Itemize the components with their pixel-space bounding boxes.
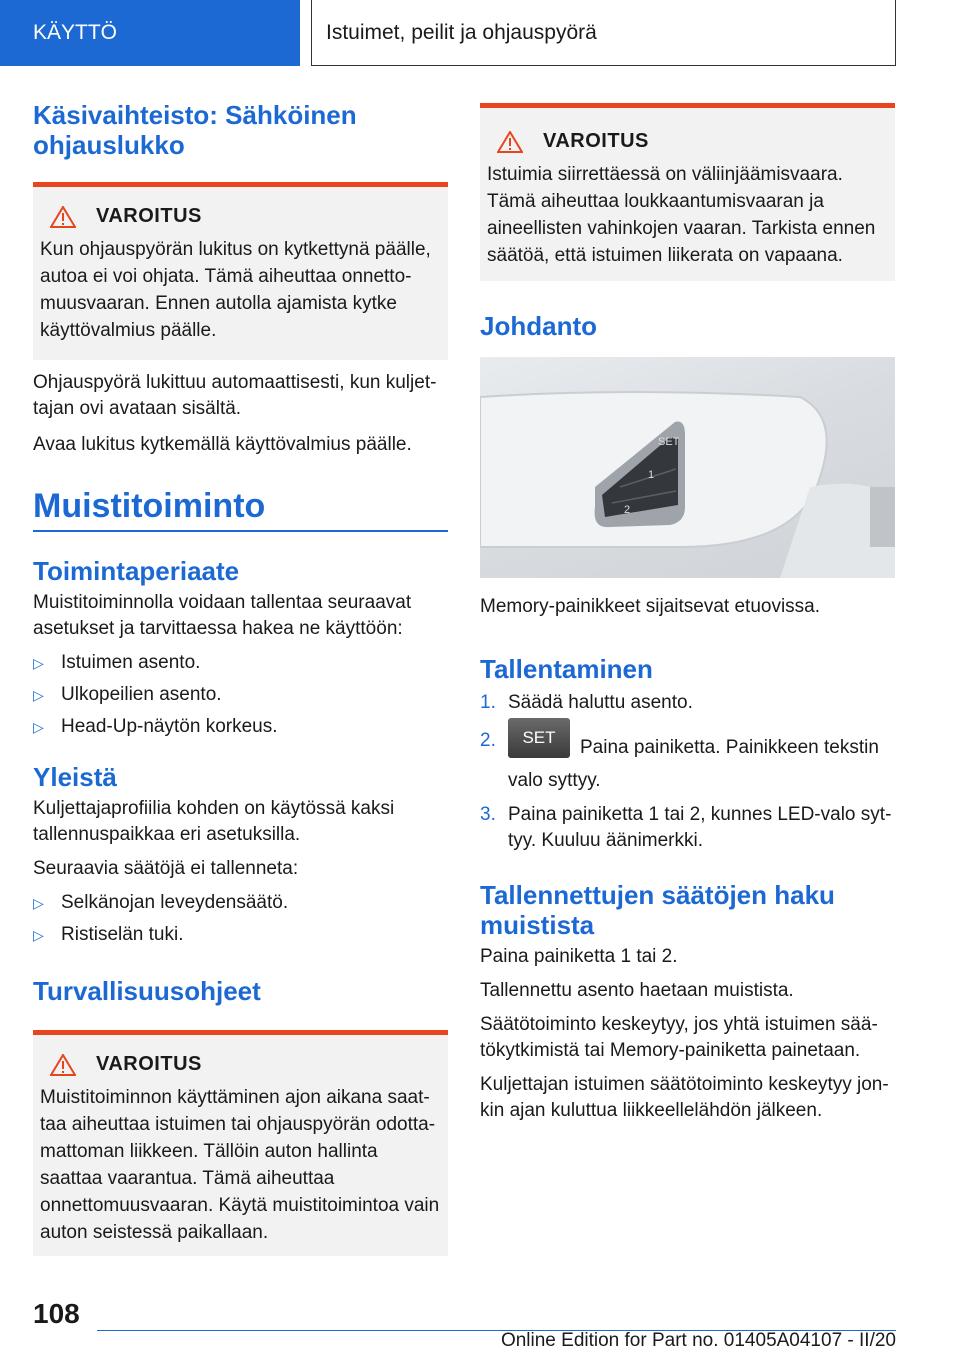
triangle-bullet-icon: ▷ <box>33 895 44 911</box>
warning-text: Istuimia siirrettäessä on väliinjäämisvaara. Tämä aiheuttaa loukkaantumisvaaran ja aineellisten vahinkojen vaaran. Tarkista ennen säätöä, että istuimen liikerata on vapaana. <box>487 164 876 266</box>
list-item: ▷ Ristiselän tuki. <box>33 922 448 948</box>
triangle-bullet-icon: ▷ <box>33 655 44 671</box>
warning-box-memory <box>33 1030 448 1256</box>
button-1-label: 1 <box>648 469 655 481</box>
heading-recall: Tallennettujen säätöjen haku muistista <box>480 880 835 940</box>
list-item: 3. Paina painiketta 1 tai 2, kunnes LED-valo syttyy. Kuuluu äänimerkki. <box>480 804 892 851</box>
paragraph: Avaa lukitus kytkemällä käyttövalmius päälle. <box>33 434 412 455</box>
warning-title: VAROITUS <box>96 1053 202 1075</box>
list-item: 2. SET Paina painiketta. Painikkeen tekstin valo syttyy. <box>480 728 895 794</box>
warning-title: VAROITUS <box>96 205 202 227</box>
door-panel-illustration <box>480 357 895 578</box>
warning-box-steering <box>33 182 448 360</box>
warning-triangle-icon <box>50 206 76 228</box>
list-item: ▷ Selkänojan leveydensäätö. <box>33 890 448 916</box>
heading-safety: Turvallisuusohjeet <box>33 976 261 1006</box>
save-steps <box>480 690 895 854</box>
triangle-bullet-icon: ▷ <box>33 687 44 703</box>
page-number: 108 <box>33 1298 80 1329</box>
heading-save: Tallentaminen <box>480 654 653 684</box>
set-label: SET <box>658 436 680 448</box>
heading-general: Yleistä <box>33 762 117 792</box>
paragraph: Muistitoiminnolla voidaan tallentaa seuraavat asetukset ja tarvittaessa hakea ne käyttöön: <box>33 592 412 639</box>
heading-intro: Johdanto <box>480 311 597 341</box>
list-item: ▷ Ulkopeilien asento. <box>33 682 448 708</box>
button-2-label: 2 <box>624 504 631 516</box>
chapter-label: Istuimet, peilit ja ohjauspyörä <box>326 20 597 44</box>
warning-triangle-icon <box>497 131 523 153</box>
header-chapter-title <box>311 0 896 66</box>
warning-triangle-icon <box>50 1054 76 1076</box>
triangle-bullet-icon: ▷ <box>33 719 44 735</box>
heading-steering-lock: Käsivaihteisto: Sähköinen ohjauslukko <box>33 100 357 160</box>
paragraph: Tallennettu asento haetaan muistista. <box>480 980 794 1001</box>
paragraph: Paina painiketta 1 tai 2. <box>480 946 678 967</box>
set-button-icon: SET <box>508 718 570 758</box>
memory-buttons-image <box>480 357 895 578</box>
paragraph: Kuljettajaprofiilia kohden on käytössä kaksi tallennuspaikkaa eri asetuksilla. <box>33 798 395 845</box>
paragraph: Ohjauspyörä lukittuu automaattisesti, kun kuljettajan ovi avataan sisältä. <box>33 372 437 419</box>
memory-settings-list <box>33 650 448 740</box>
footer-edition: Online Edition for Part no. 01405A04107 - II/20 <box>500 1330 896 1351</box>
warning-box-seat <box>480 103 895 281</box>
memory-heading-rule <box>33 486 448 532</box>
image-caption: Memory-painikkeet sijaitsevat etuovissa. <box>480 596 821 617</box>
warning-title: VAROITUS <box>543 130 649 152</box>
list-item: ▷ Head-Up-näytön korkeus. <box>33 714 448 740</box>
list-item: 1. Säädä haluttu asento. <box>480 692 693 713</box>
paragraph: Seuraavia säätöjä ei tallenneta: <box>33 858 299 879</box>
left-column <box>33 100 448 1256</box>
not-saved-list <box>33 890 448 948</box>
list-item: ▷ Istuimen asento. <box>33 650 448 676</box>
warning-text: Kun ohjauspyörän lukitus on kytkettynä päälle, autoa ei voi ohjata. Tämä aiheuttaa onnettomuusvaaran. Ennen autolla ajamista kytke käyttövalmius päälle. <box>40 239 431 341</box>
section-label: KÄYTTÖ <box>33 21 118 44</box>
heading-principle: Toimintaperiaate <box>33 556 240 586</box>
right-column <box>480 103 895 1124</box>
header-section-tab <box>0 0 300 66</box>
triangle-bullet-icon: ▷ <box>33 927 44 943</box>
heading-memory: Muistitoiminto <box>33 487 266 525</box>
warning-text: Muistitoiminnon käyttäminen ajon aikana saattaa aiheuttaa istuimen tai ohjauspyörän odottamattoman liikkeen. Tällöin auton hallinta saattaa vaarantua. Tämä aiheuttaa onnettomuusvaaran. Käytä muistitoimintoa vain auton seistessä paikallaan. <box>40 1087 440 1243</box>
paragraph: Säätötoiminto keskeytyy, jos yhtä istuimen säätökytkimistä tai Memory-painiketta painetaan. <box>480 1014 878 1061</box>
paragraph: Kuljettajan istuimen säätötoiminto keskeytyy jonkin ajan kuluttua liikkeellelähdön jälkeen. <box>480 1074 889 1121</box>
